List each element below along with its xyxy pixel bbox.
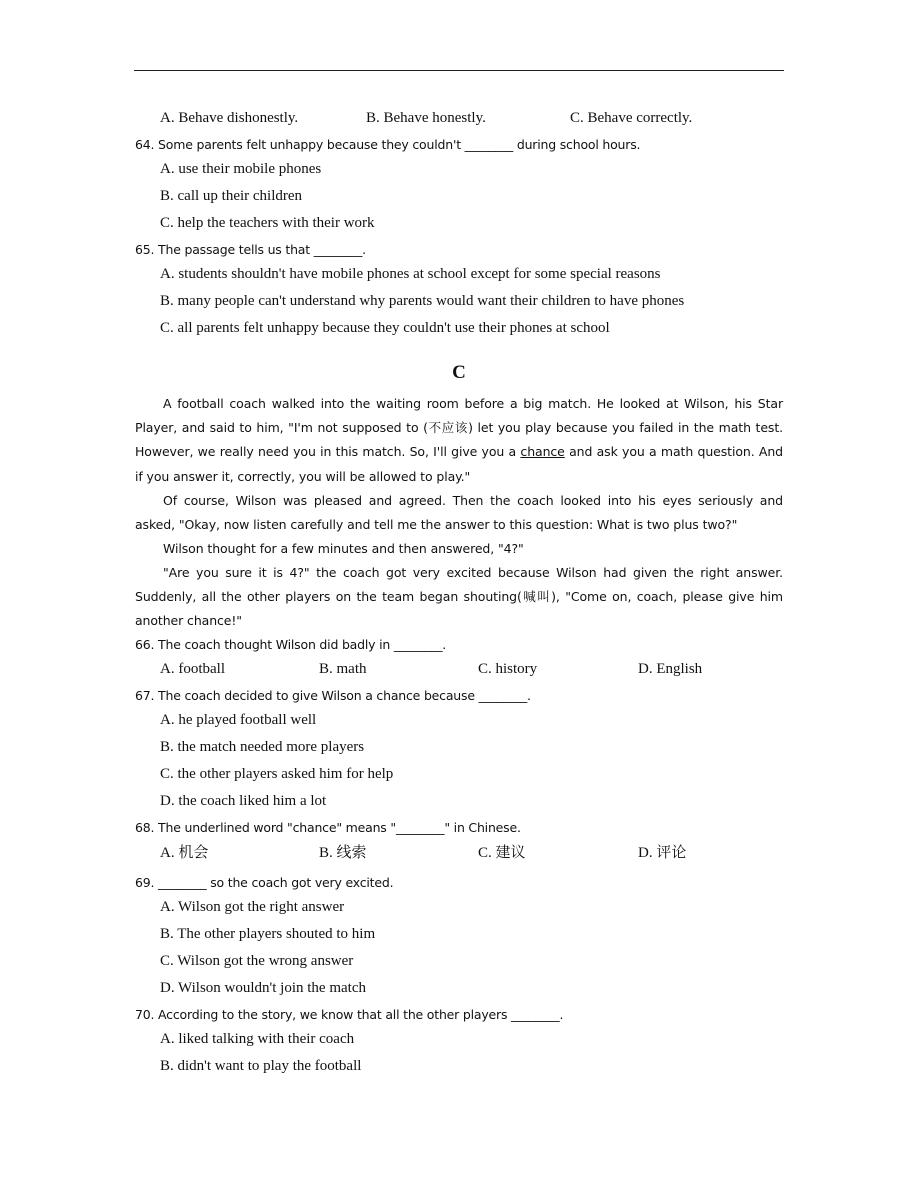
q63-option-a: A. Behave dishonestly. [160,110,299,126]
q64-stem: 64. Some parents felt unhappy because they couldn't ________ during school hours. [135,137,641,152]
passage-paragraph-2: Of course, Wilson was pleased and agreed. Then the coach looked into his eyes seriously and asked, "Okay, now listen carefully and tell me the answer to this question: What is two plus two?" [135,493,783,533]
passage-p1-text-a: A football coach walked into the waiting room before a big match. He looked at Wilson, his Star Player, and said to him, "I'm not supposed to (不应该) let you play because you failed in the math test. However, we really need you in this match. So, I'll give you a [135,396,783,460]
q69-option-b: B. The other players shouted to him [160,926,376,942]
q67-option-d: D. the coach liked him a lot [160,793,327,809]
header-rule [134,70,784,71]
q67-option-b: B. the match needed more players [160,739,365,755]
q63-option-c: C. Behave correctly. [570,110,693,126]
q65-option-a: A. students shouldn't have mobile phones at school except for some special reasons [160,266,661,282]
q68-stem: 68. The underlined word "chance" means "________" in Chinese. [135,820,521,835]
q67-stem: 67. The coach decided to give Wilson a chance because ________. [135,688,531,703]
q69-option-c: C. Wilson got the wrong answer [160,953,354,969]
passage-paragraph-1 [135,392,783,489]
q67-option-a: A. he played football well [160,712,317,728]
q67-option-c: C. the other players asked him for help [160,766,394,782]
q66-option-c: C. history [478,661,538,677]
underlined-word-chance: chance [520,444,565,460]
q69-option-a: A. Wilson got the right answer [160,899,345,915]
q69-option-d: D. Wilson wouldn't join the match [160,980,366,996]
q65-option-b: B. many people can't understand why parents would want their children to have phones [160,293,685,309]
q70-option-b: B. didn't want to play the football [160,1058,362,1074]
q66-option-a: A. football [160,661,225,677]
q63-option-b: B. Behave honestly. [366,110,486,126]
section-heading: C [452,362,466,383]
q68-option-b: B. 线索 [319,845,367,861]
q70-stem: 70. According to the story, we know that all the other players ________. [135,1007,564,1022]
q64-option-b: B. call up their children [160,188,303,204]
q68-option-a: A. 机会 [160,845,209,861]
q68-option-c: C. 建议 [478,845,526,861]
passage-p1-text-b: and ask you a math question. And if you answer it, correctly, you will be allowed to play." [135,444,783,484]
q68-option-d: D. 评论 [638,845,687,861]
q64-option-a: A. use their mobile phones [160,161,322,177]
q69-stem: 69. ________ so the coach got very excited. [135,875,394,890]
q65-stem: 65. The passage tells us that ________. [135,242,366,257]
passage-paragraph-3: Wilson thought for a few minutes and then answered, "4?" [163,541,524,556]
q70-option-a: A. liked talking with their coach [160,1031,355,1047]
passage-paragraph-4: "Are you sure it is 4?" the coach got very excited because Wilson had given the right answer. Suddenly, all the other players on the team began shouting(喊叫), "Come on, coach, please give him another chance!" [135,565,783,629]
q66-option-d: D. English [638,661,703,677]
q64-option-c: C. help the teachers with their work [160,215,375,231]
q65-option-c: C. all parents felt unhappy because they couldn't use their phones at school [160,320,610,336]
q66-option-b: B. math [319,661,367,677]
q66-stem: 66. The coach thought Wilson did badly in ________. [135,637,447,652]
